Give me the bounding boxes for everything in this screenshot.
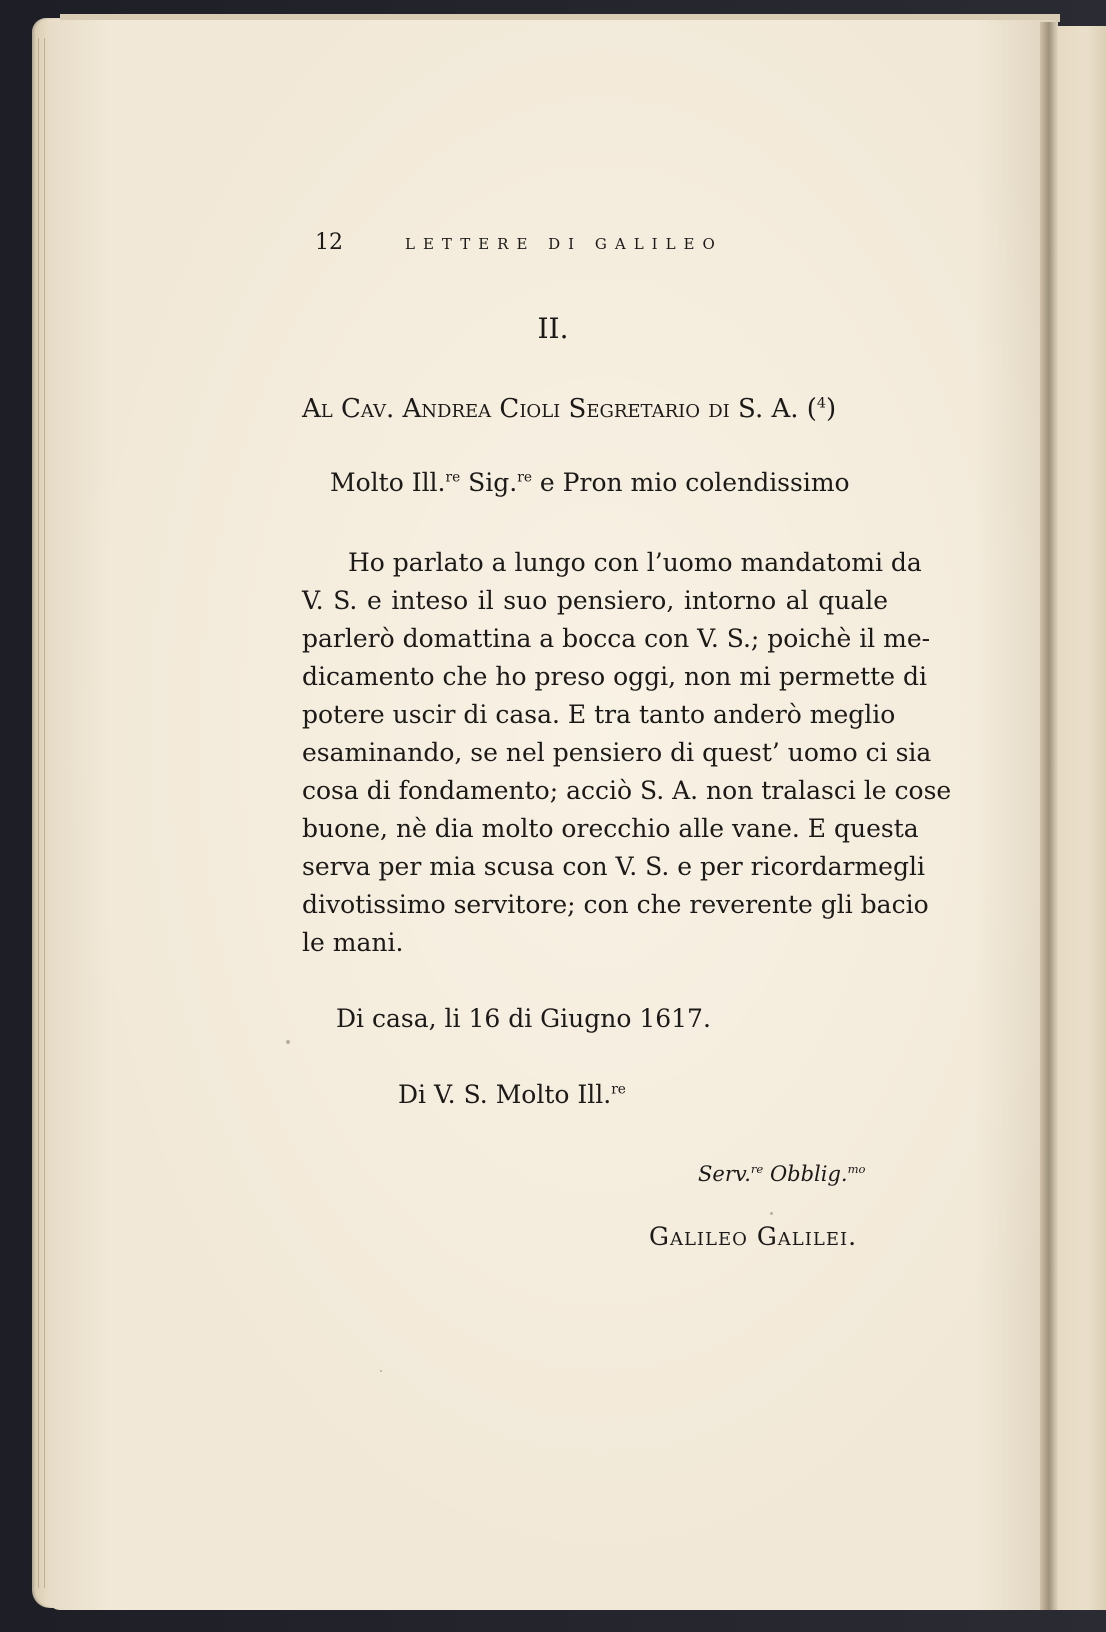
paper-speck	[286, 1040, 290, 1044]
closing-formula	[398, 1080, 798, 1109]
body-line: dicamento che ho preso oggi, non mi permette di	[302, 662, 927, 691]
salutation-superscript: re	[445, 469, 461, 486]
addressee-text: Al Cav. Andrea Cioli Segretario di S. A. (	[302, 394, 817, 424]
paper-speck	[770, 1212, 773, 1215]
letter-body	[302, 544, 952, 962]
servant-superscript: re	[750, 1162, 764, 1176]
closing-text: Di V. S. Molto Ill.	[398, 1080, 612, 1109]
paper-speck	[380, 1370, 382, 1372]
salutation-superscript: re	[517, 469, 532, 486]
salutation-part: Molto Ill.	[330, 468, 446, 497]
body-line: divotissimo servitore; con che reverente gli bacio	[302, 890, 929, 919]
addressee-close: )	[826, 394, 837, 424]
body-line: Ho parlato a lungo con l’uomo mandatomi da	[348, 548, 922, 577]
body-line: le mani.	[302, 928, 404, 957]
body-line: potere uscir di casa. E tra tanto anderò meglio	[302, 700, 896, 729]
body-line: serva per mia scusa con V. S. e per ricordarmegli	[302, 852, 925, 881]
salutation	[330, 468, 930, 497]
section-number: II.	[537, 312, 569, 345]
body-line: esaminando, se nel pensiero di quest’ uomo ci sia	[302, 738, 932, 767]
servant-part: Obblig.	[763, 1162, 848, 1186]
dateline: Di casa, li 16 di Giugno 1617.	[336, 1004, 711, 1033]
page-number: 12	[315, 230, 343, 255]
page-stack-line	[44, 38, 45, 1588]
letter-addressee	[302, 394, 902, 424]
body-line: buone, nè dia molto orecchio alle vane. E questa	[302, 814, 919, 843]
book-gutter	[1040, 22, 1058, 1610]
servant-formula	[698, 1162, 898, 1186]
body-line: parlerò domattina a bocca con V. S.; poichè il me-	[302, 624, 931, 653]
servant-part: Serv.	[698, 1162, 751, 1186]
closing-superscript: re	[611, 1081, 626, 1098]
salutation-part: e Pron mio colendissimo	[531, 468, 850, 497]
facing-page-edge	[1058, 26, 1106, 1610]
signature: Galileo Galilei.	[649, 1222, 858, 1251]
page-stack-line	[38, 38, 39, 1588]
footnote-mark: 4	[816, 395, 827, 412]
body-line: V. S. e inteso il suo pensiero, intorno al quale	[302, 586, 888, 615]
salutation-part: Sig.	[460, 468, 518, 497]
running-head-title: LETTERE DI GALILEO	[405, 235, 723, 253]
running-head	[315, 230, 875, 260]
body-line: cosa di fondamento; acciò S. A. non tralasci le cose	[302, 776, 952, 805]
servant-superscript: mo	[847, 1162, 866, 1176]
